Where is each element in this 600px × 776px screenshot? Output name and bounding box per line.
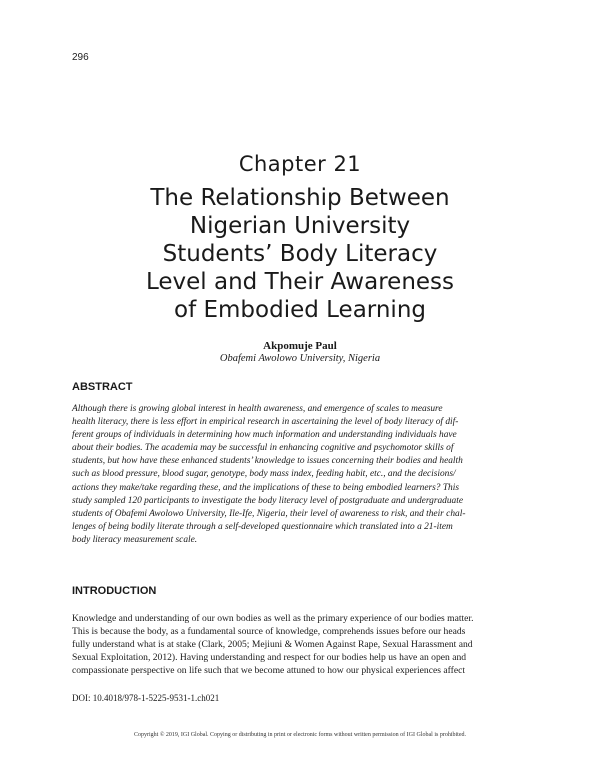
intro-line: Sexual Exploitation, 2012). Having understanding and respect for our bodies help us have an open and (72, 652, 467, 664)
title-line: Nigerian University (189, 213, 411, 239)
author-name: Akpomuje Paul (263, 340, 337, 352)
introduction-body (72, 612, 530, 677)
title-line: Level and Their Awareness (145, 269, 455, 295)
abstract-body (72, 403, 531, 547)
intro-line: This is because the body, as a fundamental source of knowledge, comprehends issues before our heads (72, 626, 466, 638)
abstract-line: actions they make/take regarding these, and the implications of these to being embodied learners? This (72, 482, 459, 493)
doi-text: DOI: 10.4018/978-1-5225-9531-1.ch021 (72, 693, 220, 703)
abstract-line: students of Obafemi Awolowo University, Ile-Ife, Nigeria, their level of awareness to risk, and their chal- (72, 508, 466, 519)
title-line: The Relationship Between (150, 185, 450, 211)
author-affiliation: Obafemi Awolowo University, Nigeria (219, 353, 381, 364)
abstract-line: about their bodies. The academia may be successful in enhancing cognitive and psychomotor skills of (72, 443, 454, 454)
chapter-title (60, 184, 540, 324)
page-number: 296 (72, 52, 89, 63)
copyright-notice: Copyright © 2019, IGI Global. Copying or distributing in print or electronic forms without written permission of IGI Global is prohibited. (133, 732, 466, 738)
abstract-line: health literacy, there is less effort in empirical research in ascertaining the level of body literacy of dif- (72, 417, 459, 428)
title-line: of Embodied Learning (174, 297, 426, 323)
intro-line: compassionate perspective on life such that we become attuned to how our physical experiences affect (72, 665, 466, 677)
abstract-line: students, but how have these enhanced students’ knowledge to issues concerning their bodies and health (72, 456, 463, 467)
abstract-line: such as blood pressure, blood sugar, genotype, body mass index, feeding habit, etc., and the decisions/ (72, 469, 456, 480)
title-line: Students’ Body Literacy (162, 241, 438, 267)
chapter-label: Chapter 21 (238, 152, 362, 176)
abstract-line: lenges of being bodily literate through a self-developed questionnaire which translated into a 21-item (72, 521, 453, 532)
abstract-line: study sampled 120 participants to investigate the body literacy level of postgraduate and undergraduate (72, 495, 463, 506)
abstract-line: body literacy measurement scale. (72, 534, 198, 545)
intro-line: fully understand what is at stake (Clark, 2005; Mejiuni & Women Against Rape, Sexual Harassment and (72, 639, 473, 651)
introduction-heading: INTRODUCTION (72, 585, 157, 597)
abstract-line: Although there is growing global interest in health awareness, and emergence of scales to measure (72, 404, 443, 414)
abstract-line: ferent groups of individuals in determining how much information and understanding individuals have (72, 430, 457, 441)
abstract-heading: ABSTRACT (72, 381, 133, 393)
intro-line: Knowledge and understanding of our own bodies as well as the primary experience of our bodies matter. (72, 613, 474, 624)
